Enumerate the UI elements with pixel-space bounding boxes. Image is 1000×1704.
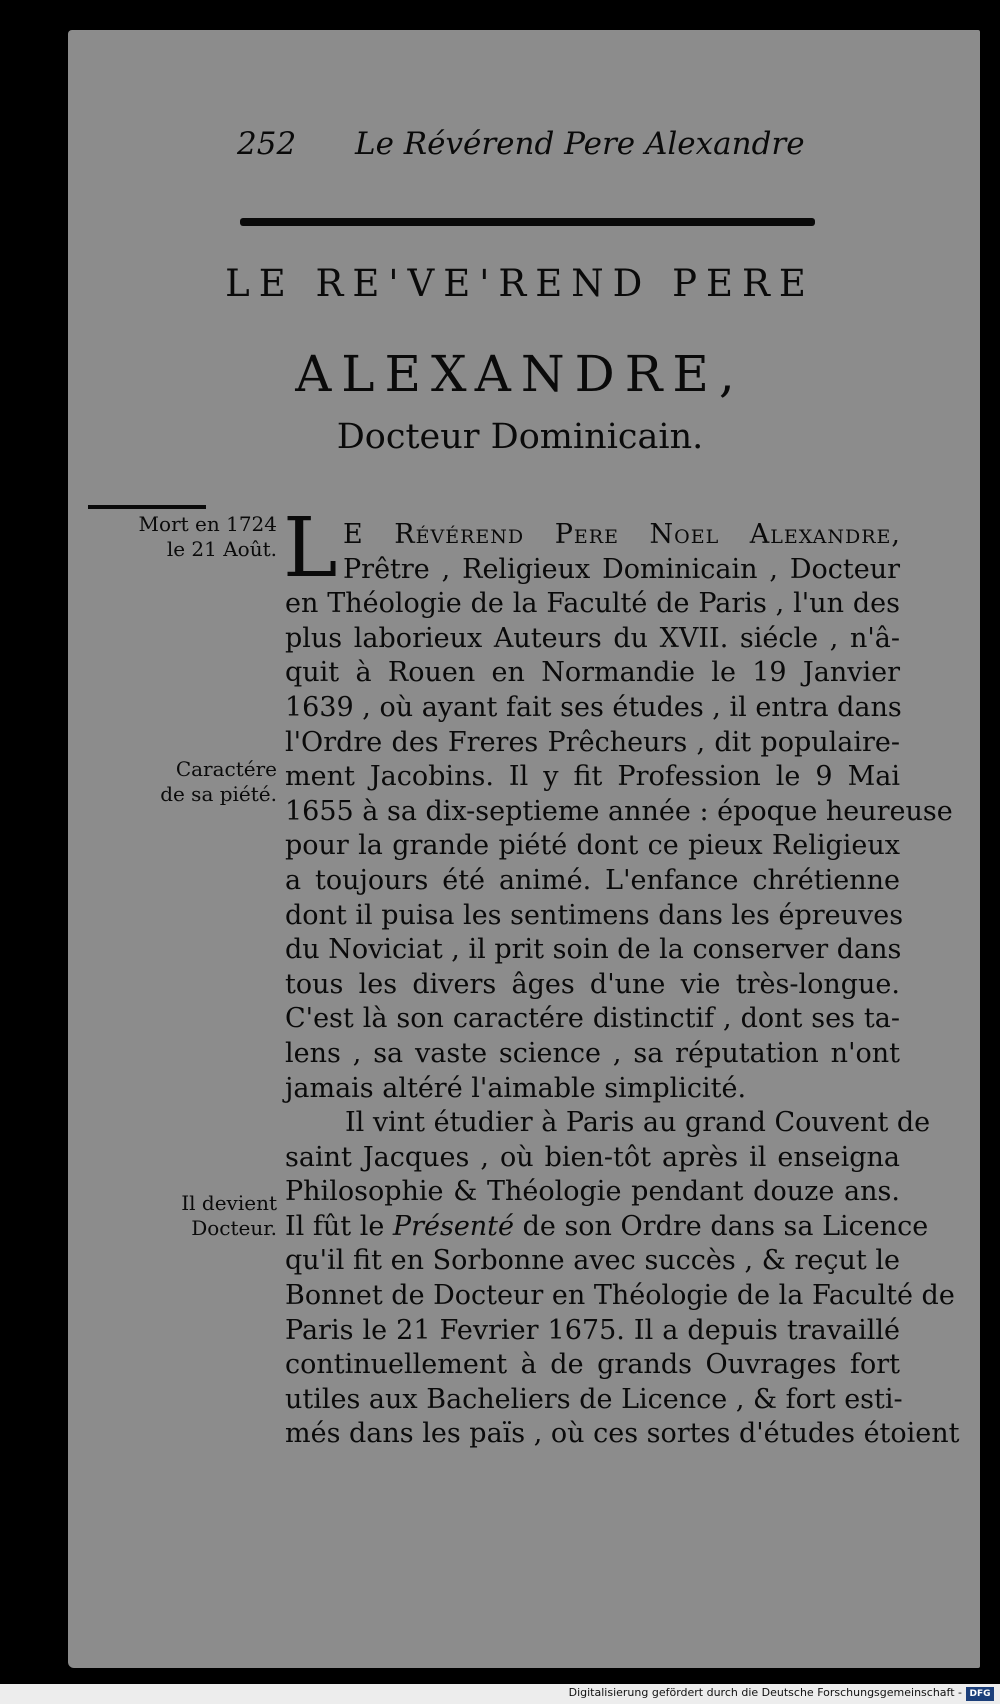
body-text bbox=[283, 501, 960, 1452]
text-line: l'Ordre des Freres Prêcheurs , dit populaire- bbox=[285, 726, 900, 758]
text-line: tous les divers âges d'une vie très-longue. bbox=[285, 968, 900, 1000]
text-line: C'est là son caractére distinctif , dont ses ta- bbox=[285, 1003, 900, 1035]
marginal-note-line: de sa piété. bbox=[160, 782, 277, 806]
header-rule bbox=[240, 218, 815, 226]
text-line: continuellement à de grands Ouvrages fort bbox=[285, 1349, 900, 1381]
text-line: pour la grande piété dont ce pieux Religieux bbox=[285, 830, 900, 862]
marginal-note-line: le 21 Août. bbox=[166, 537, 277, 561]
marginal-note-line: Docteur. bbox=[191, 1216, 277, 1240]
text-line: Paris le 21 Fevrier 1675. Il a depuis travaillé bbox=[285, 1314, 900, 1346]
italic-word: Présenté bbox=[392, 1210, 515, 1242]
text-line: lens , sa vaste science , sa réputation n'ont bbox=[285, 1037, 900, 1069]
marginal-note-line: Caractére bbox=[175, 757, 277, 781]
punctuation: , bbox=[891, 519, 900, 550]
subtitle: Docteur Dominicain. bbox=[336, 417, 704, 457]
text-line: du Noviciat , il prit soin de la conserver dans bbox=[285, 934, 902, 966]
text-line: Il vint étudier à Paris au grand Couvent de bbox=[345, 1107, 931, 1139]
text-line: utiles aux Bacheliers de Licence , & fort esti- bbox=[285, 1383, 903, 1415]
text-line: més dans les païs , où ces sortes d'études étoient bbox=[285, 1418, 960, 1450]
text-line: quit à Rouen en Normandie le 19 Janvier bbox=[285, 657, 900, 689]
marginal-note-doctor bbox=[70, 1191, 277, 1241]
text-line: saint Jacques , où bien-tôt après il enseigna bbox=[285, 1141, 900, 1173]
marginal-note-line: Mort en 1724 bbox=[138, 512, 277, 536]
text-line bbox=[285, 1210, 929, 1245]
text-segment: de son Ordre dans sa Licence bbox=[514, 1210, 929, 1242]
text-line: Prêtre , Religieux Dominicain , Docteur bbox=[343, 553, 900, 585]
text-line: plus laborieux Auteurs du XVII. siécle , n'â- bbox=[285, 622, 900, 654]
page-number: 252 bbox=[237, 126, 297, 162]
running-head bbox=[237, 126, 817, 162]
running-title: Le Révérend Pere Alexandre bbox=[355, 126, 805, 162]
marginal-note-death bbox=[70, 512, 277, 562]
marginal-note-piety bbox=[70, 757, 277, 807]
text-line: 1655 à sa dix-septieme année : époque heureuse bbox=[285, 795, 953, 827]
text-line: en Théologie de la Faculté de Paris , l'un des bbox=[285, 588, 900, 620]
digitization-footer bbox=[0, 1684, 1000, 1704]
text-line bbox=[285, 518, 900, 553]
text-segment: Il fût le bbox=[285, 1210, 393, 1242]
text-line: dont il puisa les sentimens dans les épreuves bbox=[285, 899, 904, 931]
text-line: ment Jacobins. Il y fit Profession le 9 Mai bbox=[285, 761, 900, 793]
text-line: Bonnet de Docteur en Théologie de la Faculté de bbox=[285, 1280, 955, 1312]
text-line: Philosophie & Théologie pendant douze ans. bbox=[285, 1176, 900, 1208]
text-line: qu'il fit en Sorbonne avec succès , & reçut le bbox=[285, 1245, 900, 1277]
title-line-2: ALEXANDRE, bbox=[295, 345, 745, 403]
margin-rule bbox=[88, 505, 206, 509]
dfg-logo: DFG bbox=[966, 1687, 994, 1701]
marginal-note-line: Il devient bbox=[181, 1191, 277, 1215]
title-line-1: LE RE'VE'REND PERE bbox=[225, 262, 815, 305]
small-caps-name: E Révérend Pere Noel Alexandre bbox=[343, 519, 892, 550]
text-line: a toujours été animé. L'enfance chrétienne bbox=[285, 864, 900, 896]
text-line: 1639 , où ayant fait ses études , il entra dans bbox=[285, 691, 902, 723]
footer-text: Digitalisierung gefördert durch die Deutsche Forschungsgemeinschaft - bbox=[568, 1686, 962, 1699]
drop-cap: L bbox=[283, 501, 338, 596]
text-line: jamais altéré l'aimable simplicité. bbox=[285, 1072, 747, 1104]
